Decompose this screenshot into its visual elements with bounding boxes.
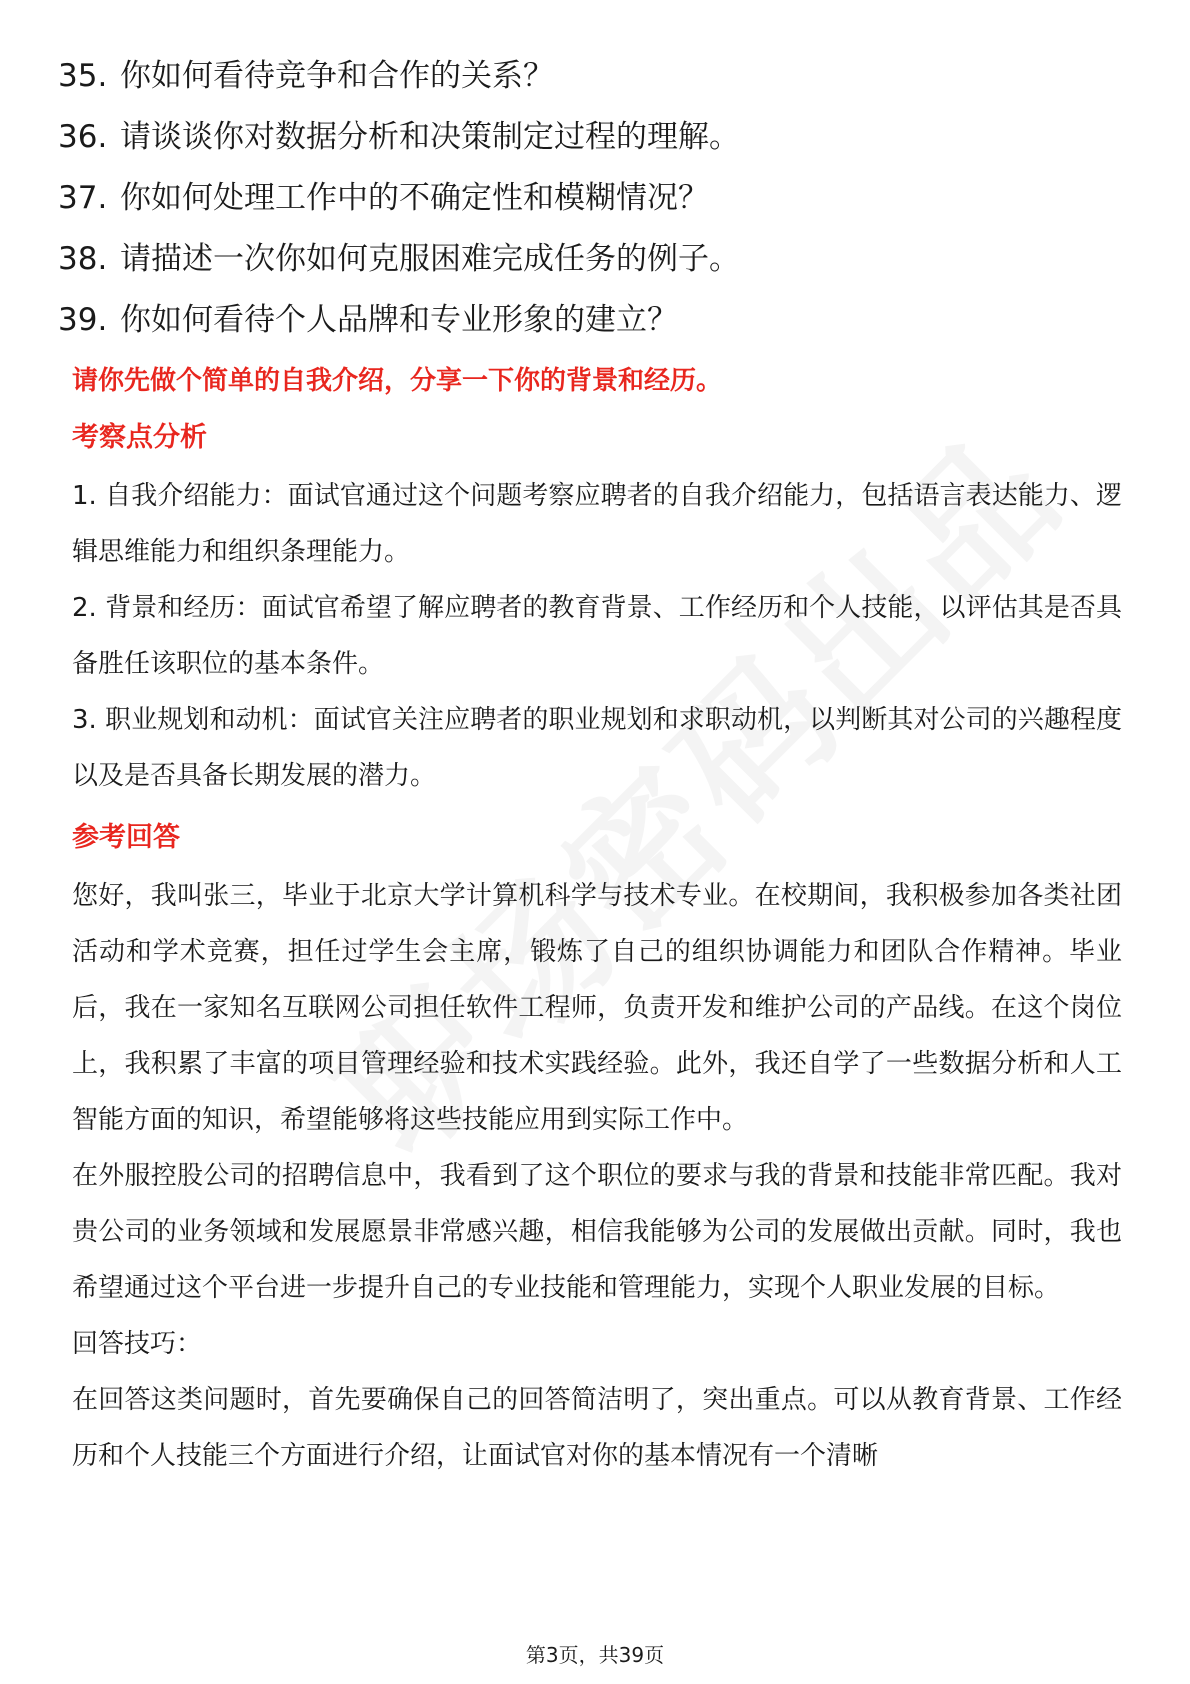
tips-label: 回答技巧： <box>72 1329 203 1359</box>
tips-paragraph: 在回答这类问题时，首先要确保自己的回答简洁明了，突出重点。可以从教育背景、工作经历和个人技能三个方面进行介绍，让面试官对你的基本情况有一个清晰 <box>72 1385 1122 1471</box>
question-text: 你如何看待个人品牌和专业形象的建立？ <box>120 302 678 338</box>
question-item <box>58 168 1138 229</box>
analysis-heading: 考察点分析 <box>72 422 207 453</box>
reference-paragraph: 在外服控股公司的招聘信息中，我看到了这个职位的要求与我的背景和技能非常匹配。我对贵公司的业务领域和发展愿景非常感兴趣，相信我能够为公司的发展做出贡献。同时，我也希望通过这个平台进一步提升自己的专业技能和管理能力，实现个人职业发展的目标。 <box>72 1161 1122 1303</box>
question-item <box>58 46 1138 107</box>
reference-paragraph: 您好，我叫张三，毕业于北京大学计算机科学与技术专业。在校期间，我积极参加各类社团活动和学术竞赛，担任过学生会主席，锻炼了自己的组织协调能力和团队合作精神。毕业后，我在一家知名互联网公司担任软件工程师，负责开发和维护公司的产品线。在这个岗位上，我积累了丰富的项目管理经验和技术实践经验。此外，我还自学了一些数据分析和人工智能方面的知识，希望能够将这些技能应用到实际工作中。 <box>72 881 1122 1135</box>
analysis-point: 2. 背景和经历：面试官希望了解应聘者的教育背景、工作经历和个人技能，以评估其是否具备胜任该职位的基本条件。 <box>72 593 1122 679</box>
page-footer: 第3页，共39页 <box>525 1643 665 1667</box>
question-number: 35. <box>58 58 108 94</box>
main-question-heading: 请你先做个简单的自我介绍，分享一下你的背景和经历。 <box>72 366 723 396</box>
question-item <box>58 229 1138 290</box>
question-list <box>58 46 1138 351</box>
question-text: 你如何看待竞争和合作的关系？ <box>120 58 554 94</box>
answer-section <box>72 364 1122 1484</box>
analysis-point: 1. 自我介绍能力：面试官通过这个问题考察应聘者的自我介绍能力，包括语言表达能力、逻辑思维能力和组织条理能力。 <box>72 481 1122 567</box>
question-item <box>58 107 1138 168</box>
question-number: 36. <box>58 119 108 155</box>
question-text: 请谈谈你对数据分析和决策制定过程的理解。 <box>120 119 740 155</box>
question-item <box>58 290 1138 351</box>
question-text: 请描述一次你如何克服困难完成任务的例子。 <box>120 241 740 277</box>
question-number: 37. <box>58 180 108 216</box>
question-number: 38. <box>58 241 108 277</box>
question-number: 39. <box>58 302 108 338</box>
analysis-point: 3. 职业规划和动机：面试官关注应聘者的职业规划和求职动机，以判断其对公司的兴趣程度以及是否具备长期发展的潜力。 <box>72 705 1122 791</box>
question-text: 你如何处理工作中的不确定性和模糊情况？ <box>120 180 709 216</box>
reference-heading: 参考回答 <box>72 822 180 853</box>
spacer <box>72 804 1122 820</box>
